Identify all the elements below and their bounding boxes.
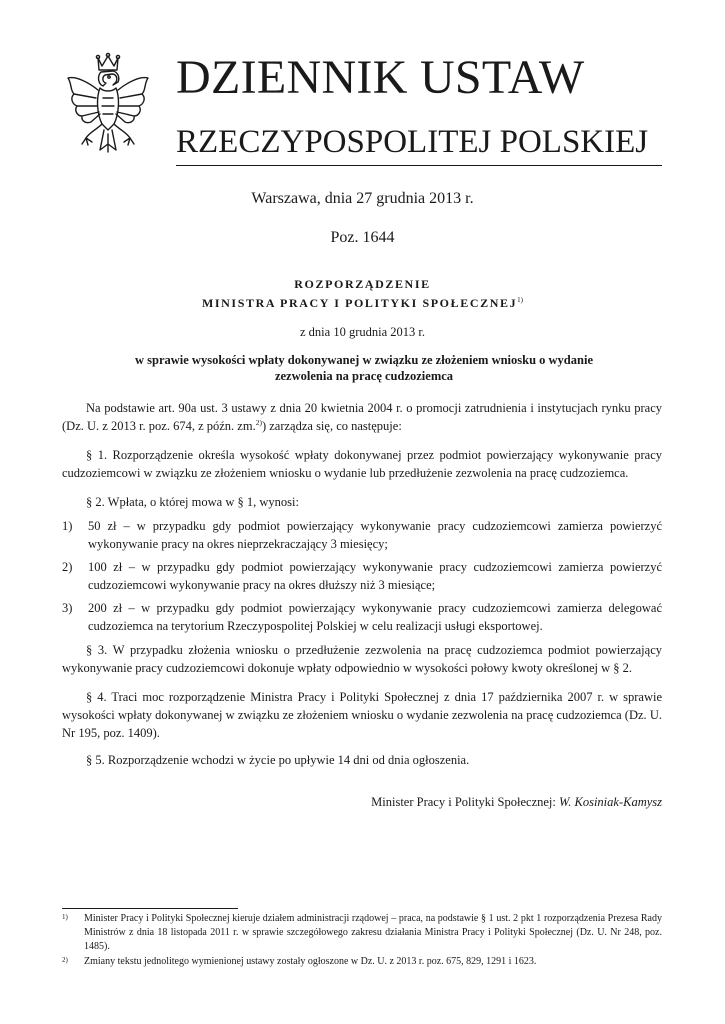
footnote-divider [62, 908, 238, 909]
preamble [62, 399, 662, 435]
masthead-divider [176, 165, 662, 166]
act-issuer-line [0, 296, 725, 311]
section-4: § 4. Traci moc rozporządzenie Ministra Pracy i Polityki Społecznej z dnia 17 października 2007 r. w sprawie wysokości wpłaty dokonywanej w związku ze złożeniem wniosku o wydanie zezwolenia na pracę cudzoziemca (Dz. U. Nr 195, poz. 1409). [62, 690, 662, 740]
list-item-number: 2) [62, 560, 73, 574]
journal-subtitle: RZECZYPOSPOLITEJ POLSKIEJ [176, 124, 649, 160]
list-item-number: 1) [62, 519, 73, 533]
signature-name: W. Kosiniak-Kamysz [558, 795, 662, 809]
list-item-text: 200 zł – w przypadku gdy podmiot powierzający wykonywanie pracy cudzoziemcowi zamierza delegować cudzoziemca na terytorium Rzeczypospolitej Polskiej w celu realizacji usługi eksportowej. [88, 601, 662, 633]
list-item-text: 50 zł – w przypadku gdy podmiot powierzający wykonywanie pracy cudzoziemcowi zamierza powierzyć wykonywanie pracy na okres nieprzekraczający 3 miesięcy; [88, 519, 662, 551]
footnote-text: Zmiany tekstu jednolitego wymienionej ustawy zostały ogłoszone w Dz. U. z 2013 r. poz. 675, 829, 1291 i 1623. [84, 956, 537, 967]
footnote-mark: 1) [62, 913, 68, 921]
act-subject: w sprawie wysokości wpłaty dokonywanej w związku ze złożeniem wniosku o wydanie zezwolenia na pracę cudzoziemca [134, 353, 593, 383]
section-3: § 3. W przypadku złożenia wniosku o przedłużenie zezwolenia na pracę cudzoziemca podmiot powierzający wykonywanie pracy cudzoziemcowi dokonuje wpłaty odpowiednio w wysokości połowy kwoty określonej w § 2. [62, 643, 662, 675]
signature-role: Minister Pracy i Polityki Społecznej: [371, 795, 556, 809]
section-5: § 5. Rozporządzenie wchodzi w życie po upływie 14 dni od dnia ogłoszenia. [86, 753, 470, 767]
footnote-ref-2: 2) [255, 417, 262, 427]
position-number: Poz. 1644 [330, 229, 395, 246]
list-item-text: 100 zł – w przypadku gdy podmiot powierzający wykonywanie pracy cudzoziemcowi zamierza powierzyć cudzoziemcowi wykonywanie pracy na okres dłuższy niż 3 miesiące; [88, 560, 662, 592]
act-issuer: MINISTRA PRACY I POLITYKI SPOŁECZNEJ [201, 296, 518, 310]
polish-eagle-emblem-icon [62, 52, 154, 160]
act-date: z dnia 10 grudnia 2013 r. [300, 325, 425, 339]
footnote-mark: 2) [62, 956, 68, 964]
section-2-intro: § 2. Wpłata, o której mowa w § 1, wynosi: [86, 495, 299, 509]
footnote-ref-1: 1) [517, 296, 524, 304]
section-1: § 1. Rozporządzenie określa wysokość wpłaty dokonywanej przez podmiot powierzający wykonywanie pracy cudzoziemcowi w związku ze złożeniem wniosku o wydanie lub przedłużenie zezwolenia na pracę cudzoziemca. [62, 448, 662, 480]
preamble-text-part2: ) zarządza się, co następuje: [261, 419, 402, 433]
footnote-text: Minister Pracy i Polityki Społecznej kieruje działem administracji rządowej – praca, na podstawie § 1 ust. 2 pkt 1 rozporządzenia Prezesa Rady Ministrów z dnia 18 listopada 2011 r. w sprawie szczegółowego zakresu działania Ministra Pracy i Polityki Społecznej (Dz. U. Nr 248, poz. 1485). [84, 913, 662, 952]
journal-title: DZIENNIK USTAW [176, 51, 585, 104]
signature-block [371, 795, 662, 810]
preamble-text-part1: Na podstawie art. 90a ust. 3 ustawy z dnia 20 kwietnia 2004 r. o promocji zatrudnienia i instytucjach rynku pracy (Dz. U. z 2013 r. poz. 674, z późn. zm. [62, 401, 662, 433]
publication-date: Warszawa, dnia 27 grudnia 2013 r. [251, 190, 474, 207]
list-item-number: 3) [62, 601, 73, 615]
act-type: ROZPORZĄDZENIE [294, 277, 431, 291]
